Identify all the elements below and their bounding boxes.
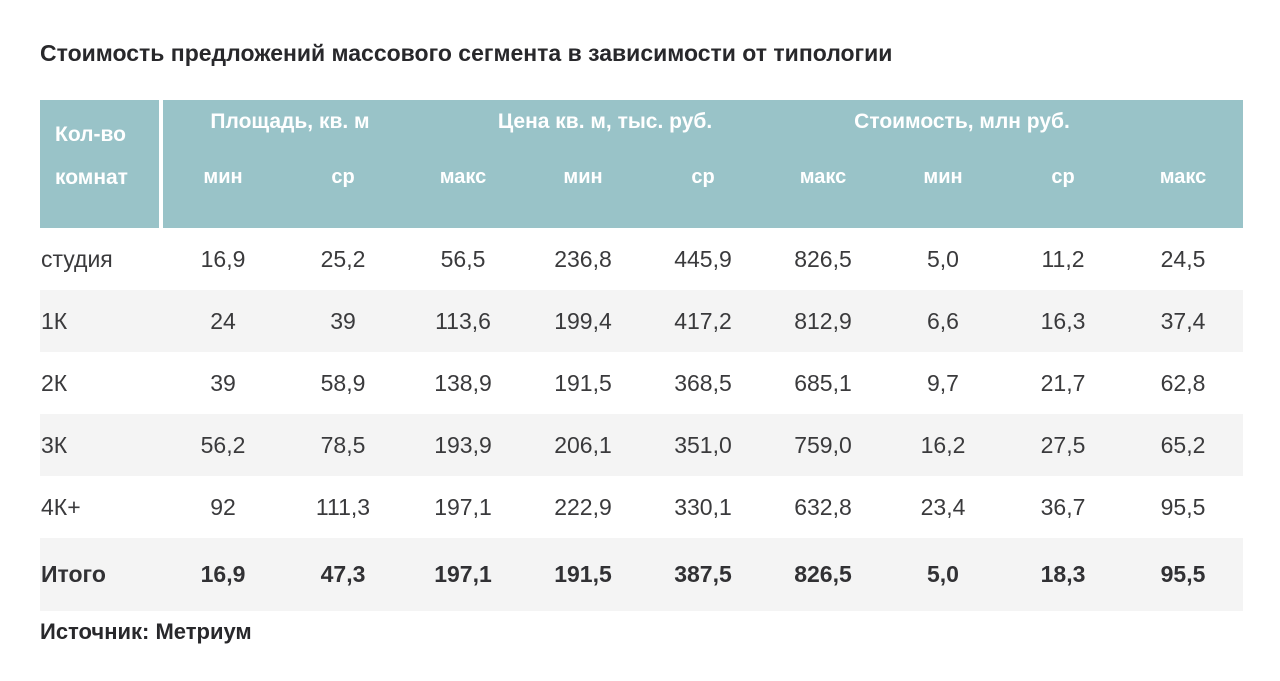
value-cell: 37,4 [1160, 307, 1206, 334]
table-row [40, 476, 1243, 538]
value-cell: 18,3 [1040, 561, 1086, 587]
value-cell: 368,5 [674, 369, 732, 396]
row-label: 1К [41, 307, 68, 334]
table-row [40, 352, 1243, 414]
value-cell: 78,5 [320, 431, 366, 458]
value-cell: 417,2 [674, 307, 732, 334]
header-divider [159, 100, 163, 228]
value-cell: 197,1 [434, 493, 492, 520]
value-cell: 27,5 [1040, 431, 1086, 458]
subheader-avg: ср [1051, 166, 1075, 188]
table-header [40, 100, 1243, 228]
row-label: 4К+ [41, 493, 81, 520]
subheader-avg: ср [331, 166, 355, 188]
value-cell: 206,1 [554, 431, 612, 458]
subheader-min: мин [923, 166, 963, 188]
value-cell: 58,9 [320, 369, 366, 396]
value-cell: 6,6 [927, 307, 959, 334]
subheader-max: макс [1159, 166, 1207, 188]
value-cell: 111,3 [315, 493, 371, 520]
value-cell: 191,5 [554, 369, 612, 396]
value-cell: 39 [210, 369, 236, 396]
value-cell: 95,5 [1160, 561, 1206, 587]
value-cell: 193,9 [434, 431, 492, 458]
value-cell: 5,0 [927, 561, 959, 587]
group-header-total-cost: Стоимость, млн руб. [854, 110, 1070, 133]
group-header-area: Площадь, кв. м [210, 110, 370, 133]
value-cell: 330,1 [674, 493, 732, 520]
value-cell: 24 [210, 307, 236, 334]
table-body [40, 228, 1243, 611]
value-cell: 16,3 [1040, 307, 1086, 334]
source-note: Источник: Метриум [40, 619, 252, 644]
value-cell: 92 [210, 493, 236, 520]
value-cell: 826,5 [794, 245, 852, 272]
value-cell: 199,4 [554, 307, 612, 334]
subheader-row [40, 166, 1243, 189]
value-cell: 191,5 [554, 561, 612, 587]
value-cell: 445,9 [674, 245, 732, 272]
value-cell: 685,1 [794, 369, 852, 396]
value-cell: 222,9 [554, 493, 612, 520]
value-cell: 16,2 [920, 431, 966, 458]
value-cell: 23,4 [920, 493, 966, 520]
row-label: Итого [41, 561, 106, 587]
table-row-total [40, 538, 1243, 611]
value-cell: 138,9 [434, 369, 492, 396]
subheader-min: мин [203, 166, 243, 188]
value-cell: 387,5 [674, 561, 732, 587]
value-cell: 21,7 [1040, 369, 1086, 396]
value-cell: 5,0 [927, 245, 959, 272]
value-cell: 16,9 [200, 245, 246, 272]
value-cell: 351,0 [674, 431, 732, 458]
group-header-price-per-sqm: Цена кв. м, тыс. руб. [497, 110, 713, 133]
value-cell: 236,8 [554, 245, 612, 272]
value-cell: 65,2 [1160, 431, 1206, 458]
value-cell: 9,7 [927, 369, 959, 396]
value-cell: 812,9 [794, 307, 852, 334]
value-cell: 95,5 [1160, 493, 1206, 520]
data-table [40, 100, 1243, 611]
table-row [40, 228, 1243, 290]
value-cell: 197,1 [434, 561, 492, 587]
value-cell: 632,8 [794, 493, 852, 520]
value-cell: 24,5 [1160, 245, 1206, 272]
value-cell: 16,9 [200, 561, 246, 587]
value-cell: 113,6 [435, 307, 491, 334]
subheader-max: макс [439, 166, 487, 188]
value-cell: 11,2 [1041, 245, 1085, 272]
row-label: студия [41, 245, 113, 272]
subheader-avg: ср [691, 166, 715, 188]
subheader-min: мин [563, 166, 603, 188]
value-cell: 56,5 [440, 245, 486, 272]
rooms-column-header: Кол-во комнат [55, 123, 128, 189]
value-cell: 826,5 [794, 561, 852, 587]
row-label: 2К [41, 369, 68, 396]
value-cell: 759,0 [794, 431, 852, 458]
subheader-spacer [40, 166, 163, 189]
value-cell: 36,7 [1040, 493, 1086, 520]
value-cell: 56,2 [200, 431, 246, 458]
value-cell: 25,2 [320, 245, 366, 272]
value-cell: 62,8 [1160, 369, 1206, 396]
value-cell: 39 [330, 307, 356, 334]
table-row [40, 414, 1243, 476]
value-cell: 47,3 [320, 561, 366, 587]
chart-title: Стоимость предложений массового сегмента в зависимости от типологии [40, 40, 893, 66]
subheader-max: макс [799, 166, 847, 188]
table-row [40, 290, 1243, 352]
row-label: 3К [41, 431, 68, 458]
